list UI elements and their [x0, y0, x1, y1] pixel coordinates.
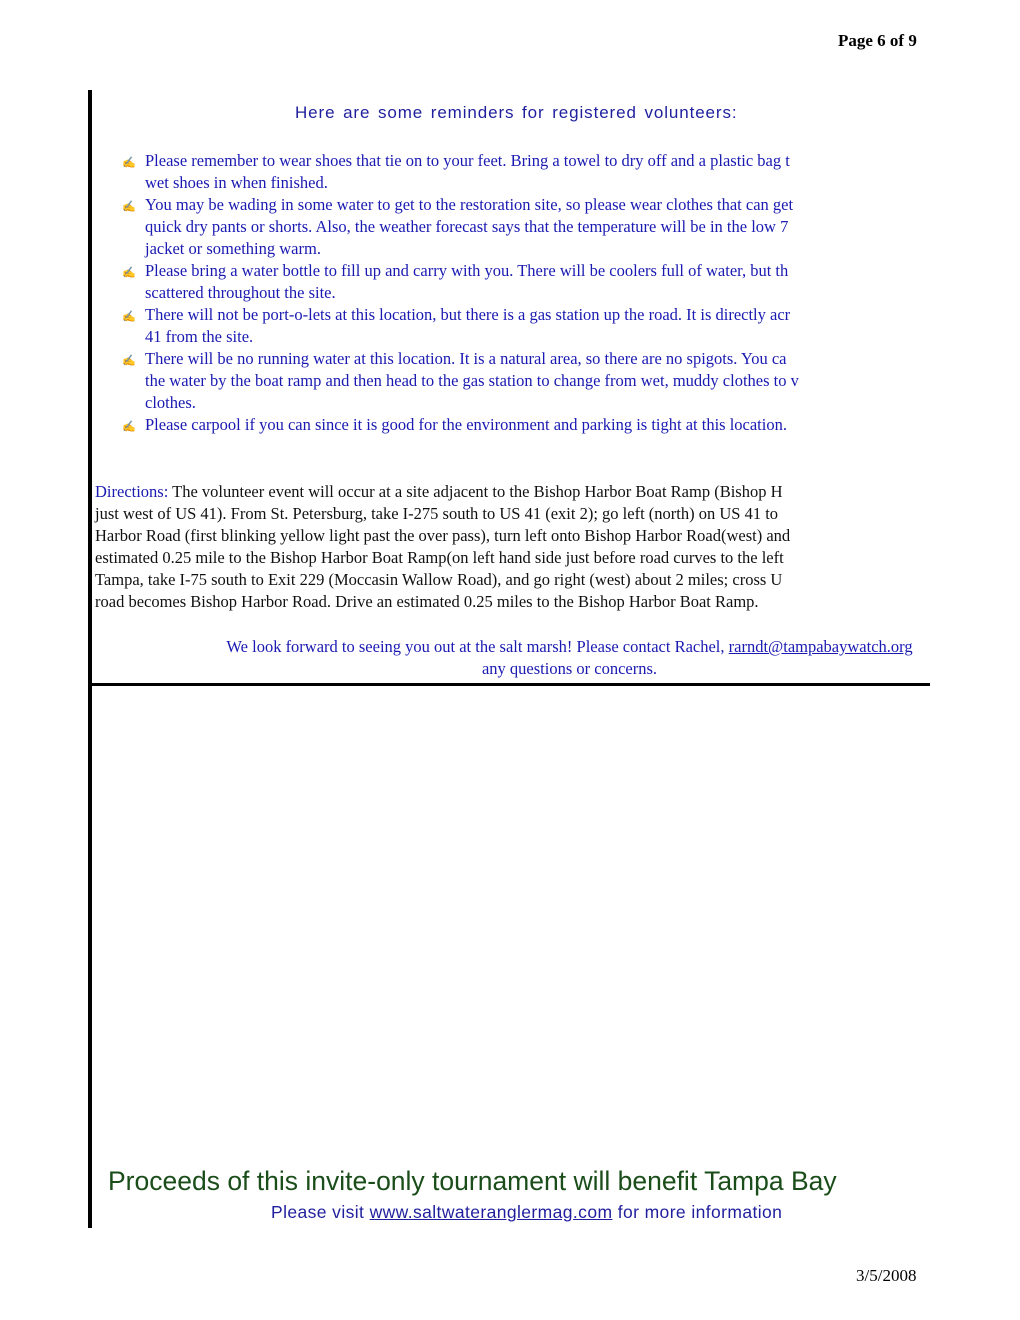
list-item — [122, 150, 930, 194]
visit-text: Please visit — [271, 1202, 370, 1222]
list-item — [122, 304, 930, 348]
list-item-line: Please carpool if you can since it is good for the environment and parking is tight at this location. — [145, 415, 787, 434]
list-item-line: 41 from the site. — [145, 327, 254, 346]
directions-text: The volunteer event will occur at a site adjacent to the Bishop Harbor Boat Ramp (Bishop H — [168, 482, 783, 501]
visit-text-after: for more information — [612, 1202, 783, 1222]
contact-email-link[interactable]: rarndt@tampabaywatch.org — [728, 637, 913, 656]
list-item — [122, 194, 930, 260]
pencil-icon: ✍ — [122, 267, 136, 279]
contact-paragraph — [92, 636, 930, 680]
list-item-line: wet shoes in when finished. — [145, 173, 328, 192]
list-item-line: There will be no running water at this location. It is a natural area, so there are no spigots. You ca — [145, 349, 787, 368]
reminders-heading: Here are some reminders for registered volunteers: — [295, 103, 738, 122]
contact-line: any questions or concerns. — [481, 659, 658, 678]
pencil-icon: ✍ — [122, 311, 136, 323]
directions-label: Directions: — [95, 482, 169, 501]
directions-line: road becomes Bishop Harbor Road. Drive an estimated 0.25 miles to the Bishop Harbor Boat Ramp. — [95, 592, 759, 611]
list-item — [122, 414, 930, 436]
list-item — [122, 260, 930, 304]
visit-line — [271, 1202, 782, 1223]
list-item-line: quick dry pants or shorts. Also, the weather forecast says that the temperature will be in the low 7 — [145, 217, 789, 236]
directions-line: estimated 0.25 mile to the Bishop Harbor Boat Ramp(on left hand side just before road curves to the left — [95, 548, 784, 567]
list-item-line: Please remember to wear shoes that tie on to your feet. Bring a towel to dry off and a plastic bag t — [145, 151, 790, 170]
list-item-line: There will not be port-o-lets at this location, but there is a gas station up the road. It is directly acr — [145, 305, 791, 324]
reminders-list — [122, 150, 930, 436]
directions-line: Tampa, take I-75 south to Exit 229 (Moccasin Wallow Road), and go right (west) about 2 miles; cross U — [95, 570, 783, 589]
content-area — [92, 90, 930, 1230]
pencil-icon: ✍ — [122, 355, 136, 367]
list-item-line: clothes. — [145, 393, 196, 412]
pencil-icon: ✍ — [122, 421, 136, 433]
proceeds-banner: Proceeds of this invite-only tournament will benefit Tampa Bay — [108, 1166, 837, 1196]
section-divider — [92, 683, 930, 686]
list-item — [122, 348, 930, 414]
directions-line — [95, 481, 930, 503]
list-item-line: jacket or something warm. — [145, 239, 321, 258]
website-link[interactable]: www.saltwateranglermag.com — [369, 1202, 613, 1222]
list-item-line: Please bring a water bottle to fill up and carry with you. There will be coolers full of water, but th — [145, 261, 789, 280]
contact-line — [92, 636, 930, 658]
list-item-line: scattered throughout the site. — [145, 283, 336, 302]
directions-paragraph — [95, 481, 930, 613]
pencil-icon: ✍ — [122, 201, 136, 213]
directions-line: just west of US 41). From St. Petersburg, take I-275 south to US 41 (exit 2); go left (north) on US 41 to — [95, 504, 779, 523]
contact-text: We look forward to seeing you out at the salt marsh! Please contact Rachel, — [226, 637, 729, 656]
list-item-line: You may be wading in some water to get to the restoration site, so please wear clothes that can get — [145, 195, 794, 214]
directions-line: Harbor Road (first blinking yellow light past the over pass), turn left onto Bishop Harbor Road(west) and — [95, 526, 791, 545]
print-date: 3/5/2008 — [856, 1266, 917, 1285]
page-number: Page 6 of 9 — [838, 31, 917, 50]
list-item-line: the water by the boat ramp and then head to the gas station to change from wet, muddy clothes to v — [145, 371, 799, 390]
pencil-icon: ✍ — [122, 157, 136, 169]
